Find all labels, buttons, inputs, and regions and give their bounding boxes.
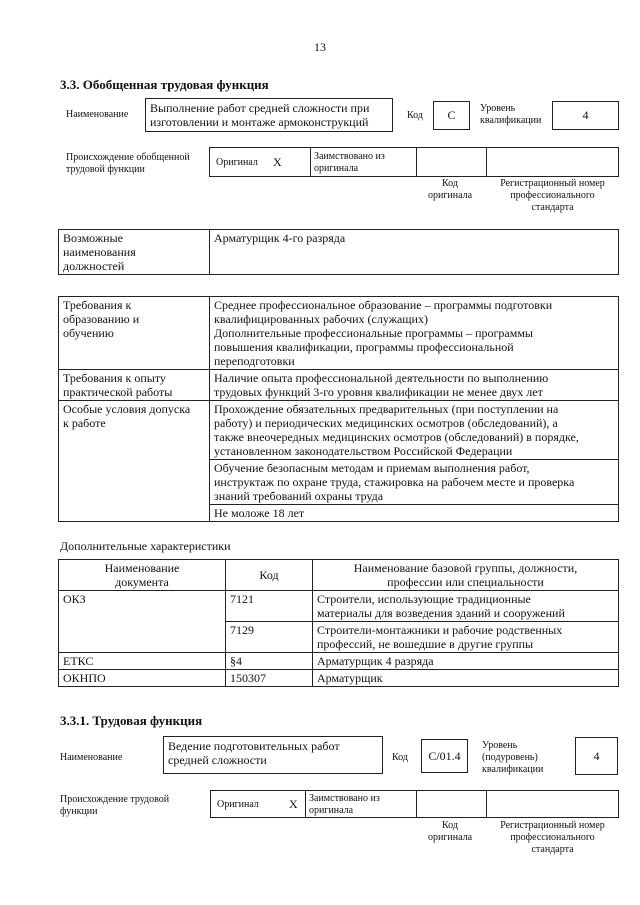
label-line: образованию и — [63, 312, 140, 326]
subsection-title: 3.3.1. Трудовая функция — [60, 713, 203, 728]
cell-name: Арматурщик — [313, 670, 619, 687]
origin-label-line: Происхождение трудовой — [60, 794, 170, 805]
header-line: профессии или специальности — [387, 575, 544, 589]
label-line: Возможные — [63, 231, 123, 245]
level-label-line: квалификации — [480, 115, 542, 126]
cell-code: 7121 — [226, 591, 313, 622]
text-line: квалифицированных рабочих (служащих) — [214, 312, 428, 326]
original-mark: X — [289, 797, 298, 811]
cell-doc: ЕТКС — [59, 653, 226, 670]
caption-line: стандарта — [531, 844, 574, 855]
table-header-row — [59, 560, 619, 591]
caption-line: оригинала — [427, 190, 473, 201]
positions-value: Арматурщик 4-го разряда — [210, 230, 619, 275]
header-doc — [59, 560, 226, 591]
name-label: Наименование — [60, 752, 123, 763]
caption-line: профессионального — [510, 190, 595, 201]
text-line: повышения квалификации, программы профессиональной — [214, 340, 514, 354]
req-edu-value — [210, 297, 619, 370]
table-row — [59, 591, 619, 622]
code-box: С — [433, 101, 470, 130]
text-line: переподготовки — [214, 354, 295, 368]
positions-table — [58, 229, 619, 275]
table-row — [59, 653, 619, 670]
level-label-line: Уровень — [480, 103, 516, 114]
level-label-line: Уровень — [482, 740, 518, 751]
divider — [305, 791, 306, 817]
function-name-line: Ведение подготовительных работ — [168, 739, 340, 753]
caption-line: Код — [442, 820, 458, 831]
table-row — [59, 401, 619, 460]
caption-line: Код — [442, 178, 458, 189]
origin-table — [210, 790, 619, 818]
origin-table — [209, 147, 619, 177]
req-exp-label — [59, 370, 210, 401]
code-box: С/01.4 — [421, 739, 468, 773]
req-edu-label — [59, 297, 210, 370]
caption-line: профессионального — [510, 832, 595, 843]
header-line: документа — [115, 575, 169, 589]
section-title: 3.3. Обобщенная трудовая функция — [60, 77, 269, 92]
origin-label-line: Происхождение обобщенной — [66, 152, 190, 163]
page-number: 13 — [314, 40, 326, 54]
special-label — [59, 401, 210, 522]
label-line: Требования к опыту — [63, 371, 166, 385]
special-value-b — [210, 460, 619, 505]
origin-label — [60, 794, 169, 818]
cell-name: Арматурщик 4 разряда — [313, 653, 619, 670]
cell-line: Строители, использующие традиционные — [317, 592, 531, 606]
text-line: знаний требований охраны труда — [214, 489, 384, 503]
header-code: Код — [226, 560, 313, 591]
label-line: практической работы — [63, 385, 173, 399]
divider — [310, 148, 311, 176]
function-name-line: Выполнение работ средней сложности при — [150, 101, 370, 115]
divider — [416, 148, 417, 176]
original-label: Оригинал — [216, 157, 258, 168]
table-row — [59, 230, 619, 275]
table-row — [59, 297, 619, 370]
borrowed-line: Заимствовано из — [309, 793, 380, 804]
positions-label — [59, 230, 210, 275]
borrowed-line: оригинала — [309, 805, 354, 816]
function-name-box — [145, 98, 393, 132]
caption-line: Регистрационный номер — [500, 178, 605, 189]
divider — [486, 791, 487, 817]
cell-code: 7129 — [226, 622, 313, 653]
borrowed-line: Заимствовано из — [314, 151, 385, 162]
code-original-caption — [415, 178, 485, 202]
origin-label — [66, 152, 190, 176]
text-line: Обучение безопасным методам и приемам выполнения работ, — [214, 461, 530, 475]
label-line: к работе — [63, 416, 106, 430]
special-value-a — [210, 401, 619, 460]
req-exp-value — [210, 370, 619, 401]
text-line: работу) и периодических медицинских осмотров (обследований), а — [214, 416, 558, 430]
header-line: Наименование — [104, 561, 180, 575]
cell-doc: ОКЗ — [59, 591, 226, 653]
code-label: Код — [407, 110, 423, 121]
label-line: наименования — [63, 245, 136, 259]
level-label — [482, 740, 543, 776]
label-line: Особые условия допуска — [63, 402, 191, 416]
special-value-c: Не моложе 18 лет — [210, 505, 619, 522]
code-label: Код — [392, 752, 408, 763]
header-line: Наименование базовой группы, должности, — [353, 561, 578, 575]
text-line: Дополнительные профессиональные программы – программы — [214, 326, 533, 340]
cell-doc: ОКНПО — [59, 670, 226, 687]
label-line: обучению — [63, 326, 114, 340]
function-name-box — [163, 736, 383, 774]
level-box: 4 — [552, 101, 619, 130]
cell-line: материалы для возведения зданий и сооружений — [317, 606, 565, 620]
level-box: 4 — [575, 737, 618, 775]
level-label-line: (подуровень) — [482, 752, 538, 763]
reg-number-caption — [486, 820, 619, 856]
cell-name — [313, 591, 619, 622]
divider — [486, 148, 487, 176]
original-label: Оригинал — [217, 799, 259, 810]
reg-number-caption — [486, 178, 619, 214]
level-label-line: квалификации — [482, 764, 544, 775]
text-line: Прохождение обязательных предварительных (при поступлении на — [214, 402, 559, 416]
label-line: должностей — [63, 259, 125, 273]
code-original-caption — [415, 820, 485, 844]
function-name-line: средней сложности — [168, 753, 267, 767]
cell-name — [313, 622, 619, 653]
original-mark: X — [273, 155, 282, 169]
divider — [416, 791, 417, 817]
origin-label-line: функции — [60, 806, 98, 817]
caption-line: стандарта — [531, 202, 574, 213]
caption-line: оригинала — [427, 832, 473, 843]
text-line: Наличие опыта профессиональной деятельности по выполнению — [214, 371, 549, 385]
extra-title: Дополнительные характеристики — [60, 539, 231, 553]
cell-line: Строители-монтажники и рабочие родственных — [317, 623, 563, 637]
origin-label-line: трудовой функции — [66, 164, 145, 175]
borrowed-label — [309, 793, 380, 817]
table-row — [59, 670, 619, 687]
label-line: Требования к — [63, 298, 132, 312]
caption-line: Регистрационный номер — [500, 820, 605, 831]
table-row — [59, 370, 619, 401]
cell-line: профессий, не вошедшие в другие группы — [317, 637, 534, 651]
header-name — [313, 560, 619, 591]
text-line: трудовых функций 3-го уровня квалификации не менее двух лет — [214, 385, 543, 399]
cell-code: §4 — [226, 653, 313, 670]
text-line: установленном законодательством Российской Федерации — [214, 444, 513, 458]
borrowed-label — [314, 151, 385, 175]
name-label: Наименование — [66, 109, 129, 120]
extra-table — [58, 559, 619, 687]
requirements-table — [58, 296, 619, 522]
text-line: инструктаж по охране труда, стажировка на рабочем месте и проверка — [214, 475, 575, 489]
function-name-line: изготовлении и монтаже армоконструкций — [150, 115, 369, 129]
level-label — [480, 103, 541, 127]
text-line: также внеочередных медицинских осмотров (обследований) в порядке, — [214, 430, 579, 444]
text-line: Среднее профессиональное образование – программы подготовки — [214, 298, 553, 312]
borrowed-line: оригинала — [314, 163, 359, 174]
cell-code: 150307 — [226, 670, 313, 687]
